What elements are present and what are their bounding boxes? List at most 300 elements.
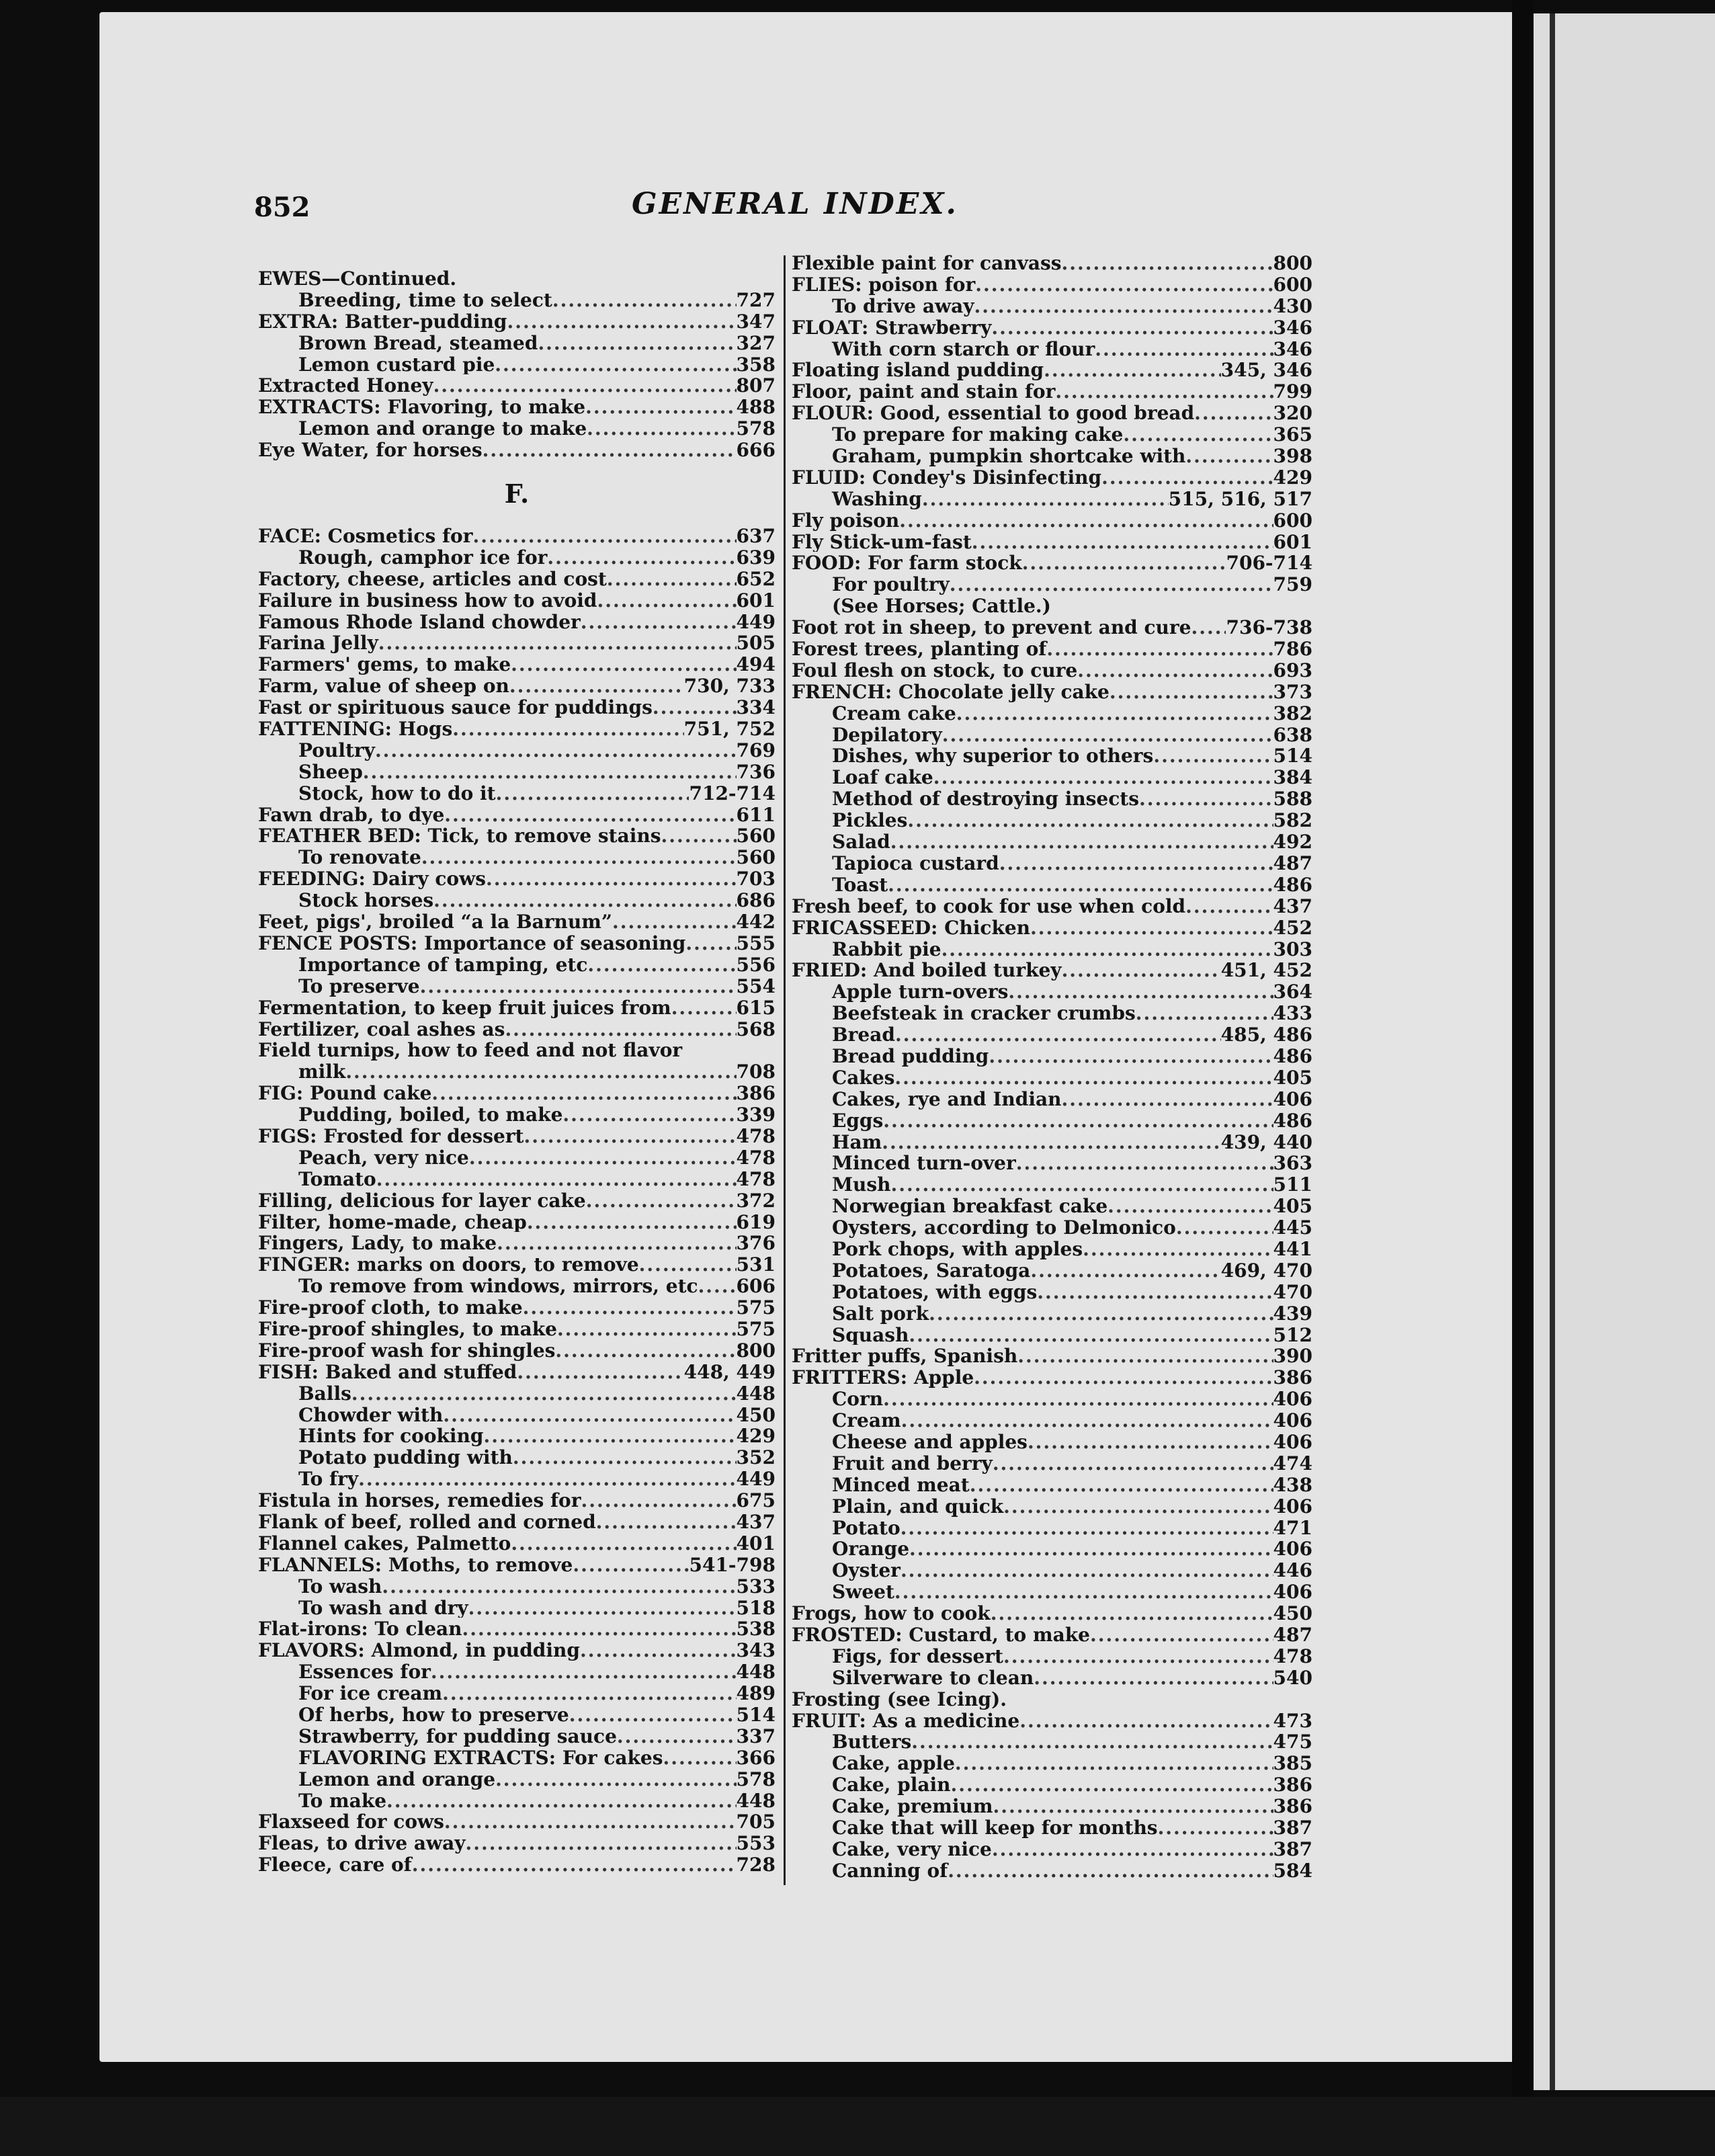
leader-dots [1016,1152,1273,1173]
index-entry [258,1039,776,1061]
entry-text: FINGER: marks on doors, to remove [258,1253,639,1276]
index-entry [258,1082,776,1104]
entry-text: EXTRA: Batter-pudding [258,310,507,332]
page-reference: 406 [1273,1430,1312,1452]
index-entry [258,1318,776,1339]
index-entry [792,809,1312,831]
leader-dots [573,1554,689,1575]
leader-dots [462,1618,737,1639]
page-reference: 473 [1273,1709,1312,1731]
leader-dots [442,1682,736,1704]
entry-text: Fast or spirituous sauce for puddings [258,696,653,718]
adjacent-page-edge [1534,13,1715,2090]
index-entry [258,1425,776,1446]
entry-text: Fawn drab, to dye [258,803,445,825]
column-divider [784,255,786,1885]
entry-text: Floating island pudding [792,359,1044,381]
entry-text: Oyster [832,1559,901,1581]
index-entry [258,1361,776,1382]
index-entry [792,1517,1312,1538]
index-entry [792,552,1312,573]
page-reference: 575 [736,1317,776,1339]
entry-text: (See Horses; Cattle.) [832,595,1051,617]
page-reference: 675 [736,1489,776,1511]
page-reference: 303 [1273,938,1312,960]
leader-dots [1153,745,1273,766]
index-entry [792,1324,1312,1345]
page-reference: 486 [1273,1044,1312,1067]
page-reference: 451, 452 [1220,959,1312,981]
leader-dots [472,525,736,546]
leader-dots [1095,338,1273,360]
leader-dots [569,1704,737,1725]
page-reference: 686 [736,889,776,911]
entry-text: FLIES: poison for [792,273,976,295]
entry-text: Cream cake [832,702,956,724]
leader-dots [653,696,737,718]
index-entry [792,1602,1312,1624]
index-entry [792,1667,1312,1688]
entry-text: For poultry [832,573,950,595]
index-entry [258,1404,776,1425]
index-entry [258,1661,776,1682]
index-entry [258,1790,776,1811]
index-entry [792,402,1312,423]
page-reference: 485, 486 [1220,1024,1312,1045]
leader-dots [1194,402,1273,423]
page-reference: 538 [736,1618,776,1640]
entry-text: Balls [298,1382,351,1404]
index-entry [792,788,1312,809]
page-reference: 365 [1273,423,1312,446]
index-entry [258,1747,776,1768]
leader-dots [444,804,736,825]
index-entry [258,696,776,718]
leader-dots [376,1168,737,1190]
entry-text: To wash [298,1575,382,1597]
entry-text: Bread pudding [832,1044,989,1067]
index-entry [792,1110,1312,1131]
index-entry [258,825,776,846]
leader-dots [612,911,737,932]
entry-text: Factory, cheese, articles and cost [258,567,607,589]
page-reference: 406 [1273,1538,1312,1560]
page-reference: 556 [736,953,776,975]
leader-dots [596,1511,737,1532]
page-reference: 799 [1273,380,1312,403]
leader-dots [1077,659,1273,681]
page-reference: 406 [1273,1388,1312,1410]
entry-text: Pickles [832,809,908,831]
index-entry [792,338,1312,360]
entry-text: FOOD: For farm stock [792,552,1022,574]
entry-text: Essences for [298,1661,431,1683]
entry-text: To preserve [298,975,420,997]
leader-dots [922,488,1169,509]
page-reference: 560 [736,846,776,868]
index-entry [258,761,776,782]
page-reference: 345, 346 [1220,359,1312,381]
page-reference: 320 [1273,402,1312,424]
page-reference: 514 [1273,745,1312,767]
page-reference: 728 [736,1854,776,1876]
page-reference: 334 [736,696,776,718]
page-reference: 438 [1273,1473,1312,1495]
index-entry [792,1688,1312,1710]
page-reference: 518 [736,1596,776,1618]
index-entry [258,1639,776,1661]
page-edge-shadow [1550,13,1555,2090]
leader-dots [1101,466,1273,488]
entry-text: Fistula in horses, remedies for [258,1489,581,1511]
entry-text: FRITTERS: Apple [792,1366,974,1388]
leader-dots [942,724,1273,745]
index-entry [258,374,776,396]
entry-text: Method of destroying insects [832,788,1139,810]
scan-bottom-border [0,2097,1715,2156]
leader-dots [1061,1088,1273,1110]
leader-dots [951,1774,1273,1795]
entry-text: Norwegian breakfast cake [832,1195,1108,1217]
leader-dots [538,332,736,354]
leader-dots [351,1382,737,1404]
index-entry [258,1211,776,1233]
leader-dots [974,1366,1273,1388]
leader-dots [989,1045,1273,1067]
leader-dots [950,573,1273,595]
leader-dots [1185,445,1273,466]
page-reference: 430 [1273,294,1312,317]
leader-dots [509,675,684,696]
leader-dots [948,1860,1273,1881]
entry-text: Flank of beef, rolled and corned [258,1510,596,1532]
leader-dots [527,1211,737,1233]
index-entry [792,959,1312,981]
leader-dots [1107,1195,1273,1216]
leader-dots [358,1468,736,1489]
entry-text: Potatoes, Saratoga [832,1259,1031,1281]
index-entry [258,1275,776,1296]
entry-text: Floor, paint and stain for [792,380,1056,403]
page-reference: 470 [1273,1280,1312,1302]
entry-text: milk [298,1061,346,1083]
entry-text: Fly poison [792,509,900,531]
page-reference: 606 [736,1275,776,1297]
page-reference: 600 [1273,509,1312,531]
leader-dots [378,632,737,653]
index-entry [792,1067,1312,1088]
leader-dots [671,997,737,1018]
index-entry [258,1296,776,1318]
index-entry [258,804,776,825]
index-entry [792,702,1312,724]
page-reference: 437 [1273,895,1312,917]
index-entry [258,1147,776,1168]
index-entry [792,1538,1312,1559]
index-entry [792,531,1312,552]
entry-text: FATTENING: Hogs [258,718,453,739]
leader-dots [1008,981,1273,1002]
index-entry [258,1511,776,1532]
section-letter: F. [504,478,530,509]
index-entry [792,509,1312,531]
index-entry [792,573,1312,595]
entry-text: Potato pudding with [298,1446,513,1468]
leader-dots [909,1324,1273,1345]
leader-dots [1034,1667,1273,1688]
leader-dots [523,1296,737,1318]
index-entry [792,1774,1312,1795]
entry-text: Importance of tamping, etc [298,953,588,975]
entry-text: FLAVORS: Almond, in pudding [258,1639,580,1661]
leader-dots [557,1318,737,1339]
index-entry [258,1339,776,1361]
index-entry [792,466,1312,488]
index-entry [792,616,1312,638]
entry-text: Cream [832,1409,901,1431]
leader-dots [1062,959,1221,981]
index-entry [792,1452,1312,1474]
index-entry [258,889,776,911]
leader-dots [1037,1281,1273,1302]
leader-dots [511,1532,736,1554]
leader-dots [1062,252,1273,274]
entry-text: Strawberry, for pudding sauce [298,1725,617,1747]
index-entry [258,954,776,975]
index-entry [258,546,776,568]
page-reference: 448, 449 [683,1360,776,1382]
entry-text: To drive away [832,294,974,317]
entry-text: Flannel cakes, Palmetto [258,1532,511,1554]
leader-dots [511,653,736,675]
page-reference: 445 [1273,1216,1312,1238]
leader-dots [890,1173,1273,1195]
leader-dots [685,932,736,954]
entry-text: Loaf cake [832,766,933,788]
index-entry [258,1489,776,1511]
leader-dots [495,354,736,375]
entry-text: FLUID: Condey's Disinfecting [792,466,1102,488]
index-entry [258,589,776,611]
leader-dots [433,889,736,911]
index-entry [792,359,1312,380]
entry-text: Salt pork [832,1302,929,1324]
entry-text: FISH: Baked and stuffed [258,1360,517,1382]
page-reference: 487 [1273,852,1312,874]
page-reference: 366 [736,1746,776,1768]
entry-text: Frogs, how to cook [792,1602,991,1624]
leader-dots [992,1838,1273,1860]
leader-dots [597,589,737,611]
index-entry [258,310,776,332]
index-entry [792,1259,1312,1281]
entry-text: Apple turn-overs [832,981,1009,1003]
index-column-left [258,267,776,1875]
entry-text: FEEDING: Dairy cows [258,868,486,890]
entry-text: EXTRACTS: Flavoring, to make [258,396,586,418]
leader-dots [505,1018,736,1040]
page-reference: 575 [736,1296,776,1318]
index-entry [258,1575,776,1597]
page-reference: 800 [1273,252,1312,274]
page-reference: 533 [736,1575,776,1597]
entry-text: Minced meat [832,1473,970,1495]
entry-text: FIGS: Frosted for dessert [258,1124,524,1147]
index-entry [792,274,1312,295]
index-entry [258,632,776,653]
entry-text: Chowder with [298,1403,444,1425]
index-entry [258,868,776,889]
page-reference: 487 [1273,1624,1312,1645]
index-entry [792,1431,1312,1452]
page-reference: 736-738 [1226,616,1312,638]
leader-dots [933,766,1273,788]
index-entry [258,739,776,761]
leader-dots [1003,1645,1273,1667]
leader-dots [698,1275,737,1296]
page-reference: 515, 516, 517 [1168,487,1312,509]
entry-text: Potato [832,1516,901,1538]
entry-text: FRICASSEED: Chicken [792,916,1031,938]
entry-text: Farm, value of sheep on [258,675,509,697]
index-entry [792,895,1312,917]
entry-text: Cake that will keep for months [832,1817,1158,1838]
leader-dots [496,782,689,804]
index-entry [792,1088,1312,1110]
page-reference: 449 [736,1468,776,1490]
page-reference: 611 [736,803,776,825]
index-entry [792,423,1312,445]
index-entry [792,1838,1312,1860]
leader-dots [1019,1710,1273,1731]
leader-dots [663,1747,737,1768]
page-reference: 638 [1273,723,1312,745]
index-entry [792,488,1312,509]
leader-dots [585,396,736,417]
page-reference: 736 [736,760,776,782]
entry-text: FLOAT: Strawberry [792,316,992,338]
entry-text: Pudding, boiled, to make [298,1104,563,1125]
entry-text: Toast [832,873,888,895]
leader-dots [1003,1495,1273,1517]
index-entry [258,1832,776,1854]
index-entry [792,445,1312,466]
page-reference: 712-714 [689,782,776,804]
entry-text: Bread [832,1024,895,1045]
leader-dots [895,1024,1221,1045]
page-reference: 600 [1273,273,1312,295]
leader-dots [942,938,1273,960]
leader-dots [909,1538,1273,1559]
leader-dots [562,1104,736,1125]
page-reference: 540 [1273,1666,1312,1688]
entry-text: Fritter puffs, Spanish [792,1345,1018,1367]
leader-dots [513,1446,737,1468]
running-title: GENERAL INDEX. [632,187,958,221]
leader-dots [661,825,737,846]
index-entry [792,380,1312,402]
leader-dots [586,1190,737,1211]
index-entry [792,1152,1312,1173]
leader-dots [1022,552,1226,573]
entry-text: Figs, for dessert [832,1645,1003,1667]
entry-text: Fleece, care of [258,1854,412,1876]
entry-text: Lemon custard pie [298,353,495,375]
index-entry [792,938,1312,960]
index-entry [258,568,776,589]
index-entry [792,1366,1312,1388]
page-reference: 429 [736,1425,776,1447]
leader-dots [1136,1002,1273,1024]
page-reference: 346 [1273,337,1312,360]
index-entry [258,1104,776,1125]
page-number: 852 [254,192,310,223]
leader-dots [507,310,737,332]
page-reference: 786 [1273,638,1312,659]
page-reference: 406 [1273,1087,1312,1110]
leader-dots [1030,1259,1220,1281]
page-reference: 372 [736,1189,776,1211]
entry-text: Rough, camphor ice for [298,546,548,568]
leader-dots [883,1388,1273,1409]
index-entry [792,981,1312,1002]
page-reference: 554 [736,975,776,997]
entry-text: To wash and dry [298,1596,468,1618]
leader-dots [1044,359,1220,380]
leader-dots [1083,1238,1273,1259]
index-entry [792,1024,1312,1045]
page-reference: 469, 470 [1220,1259,1312,1281]
entry-text: Canning of [832,1859,948,1881]
index-entry [792,917,1312,938]
entry-text: To make [298,1789,387,1811]
entry-text: Cheese and apples [832,1430,1028,1452]
leader-dots [431,1082,736,1104]
entry-text: Sweet [832,1581,894,1603]
leader-dots [901,1409,1273,1431]
page-reference: 512 [1273,1323,1312,1345]
page-reference: 442 [736,911,776,932]
index-entry [258,1554,776,1575]
page-reference: 578 [736,417,776,440]
page-reference: 386 [736,1082,776,1104]
page-reference: 478 [736,1124,776,1147]
page-reference: 693 [1273,659,1312,681]
index-entry [792,745,1312,766]
leader-dots [1030,917,1273,938]
leader-dots [581,611,737,632]
entry-text: Dishes, why superior to others [832,745,1154,767]
page-reference: 373 [1273,680,1312,702]
page-reference: 433 [1273,1002,1312,1024]
entry-text: Flat-irons: To clean [258,1618,462,1640]
page-reference: 384 [1273,766,1312,788]
right-column-entries [792,252,1312,1881]
index-entry [792,659,1312,681]
page-reference: 439 [1273,1302,1312,1324]
leader-dots [581,1489,736,1511]
page-reference: 339 [736,1104,776,1125]
page-reference: 759 [1273,573,1312,595]
page-reference: 807 [736,374,776,397]
index-entry [258,1253,776,1275]
entry-text: Salad [832,831,890,852]
leader-dots [639,1253,737,1275]
entry-text: Feet, pigs', broiled “a la Barnum” [258,911,612,932]
leader-dots [587,417,736,439]
index-entry [792,681,1312,702]
index-entry [258,1382,776,1404]
